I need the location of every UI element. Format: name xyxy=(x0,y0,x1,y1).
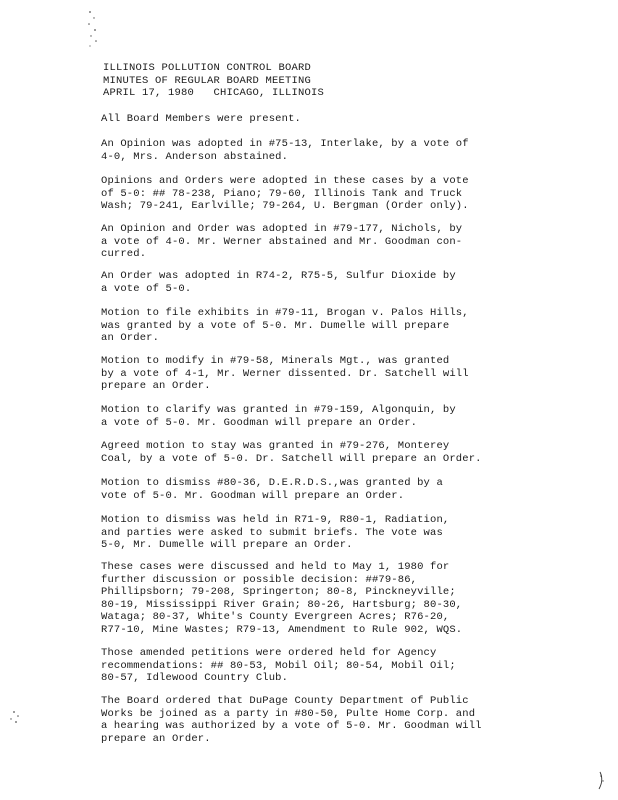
paragraph-interlake: An Opinion was adopted in #75-13, Interlake, by a vote of 4-0, Mrs. Anderson abstained. xyxy=(101,138,469,163)
header-date-location: APRIL 17, 1980 CHICAGO, ILLINOIS xyxy=(103,87,325,99)
minutes-header xyxy=(103,62,324,100)
paragraph-held-cases: These cases were discussed and held to May 1, 1980 for further discussion or possible decision: ##79-86, Phillipsborn; 79-208, Springerton; 80-8, Pinckneyville; 80-19, Mississippi River Grain; 80-26, Hartsburg; 80-30, Wataga; 80-37, White's County Evergreen Acres; R76-20, R77-10, Mine Wastes; R79-13, Amendment to Rule 902, WQS. xyxy=(101,561,463,636)
paragraph-nichols: An Opinion and Order was adopted in #79-177, Nichols, by a vote of 4-0. Mr. Werner abstained and Mr. Goodman con- curred. xyxy=(101,223,463,261)
paragraph-attendance: All Board Members were present. xyxy=(101,113,301,125)
paragraph-opinions-orders: Opinions and Orders were adopted in these cases by a vote of 5-0: ## 78-238, Piano; 79-60, Illinois Tank and Truck Wash; 79-241, Earlville; 79-264, U. Bergman (Order only). xyxy=(101,175,469,213)
header-board-name: ILLINOIS POLLUTION CONTROL BOARD xyxy=(103,62,312,74)
paragraph-derds: Motion to dismiss #80-36, D.E.R.D.S.,was granted by a vote of 5-0. Mr. Goodman will prepare an Order. xyxy=(101,477,443,502)
paragraph-radiation: Motion to dismiss was held in R71-9, R80-1, Radiation, and parties were asked to submit briefs. The vote was 5-0, Mr. Dumelle will prepare an Order. xyxy=(101,514,450,552)
paragraph-sulfur-dioxide: An Order was adopted in R74-2, R75-5, Sulfur Dioxide by a vote of 5-0. xyxy=(101,270,456,295)
paragraph-monterey-coal: Agreed motion to stay was granted in #79-276, Monterey Coal, by a vote of 5-0. Dr. Satchell will prepare an Order. xyxy=(101,440,482,465)
paragraph-algonquin: Motion to clarify was granted in #79-159, Algonquin, by a vote of 5-0. Mr. Goodman will prepare an Order. xyxy=(101,404,456,429)
paragraph-brogan: Motion to file exhibits in #79-11, Brogan v. Palos Hills, was granted by a vote of 5-0. Mr. Dumelle will prepare an Order. xyxy=(101,307,469,345)
paragraph-amended-petitions: Those amended petitions were ordered held for Agency recommendations: ## 80-53, Mobil Oil; 80-54, Mobil Oil; 80-57, Idlewood Country Club. xyxy=(101,647,456,685)
header-meeting-title: MINUTES OF REGULAR BOARD MEETING xyxy=(103,74,312,87)
paragraph-dupage: The Board ordered that DuPage County Department of Public Works be joined as a party in #80-50, Pulte Home Corp. and a hearing was authorized by a vote of 5-0. Mr. Goodman will prepare an Order. xyxy=(101,695,482,745)
paragraph-minerals-mgt: Motion to modify in #79-58, Minerals Mgt., was granted by a vote of 4-1, Mr. Werner dissented. Dr. Satchell will prepare an Order. xyxy=(101,355,469,393)
